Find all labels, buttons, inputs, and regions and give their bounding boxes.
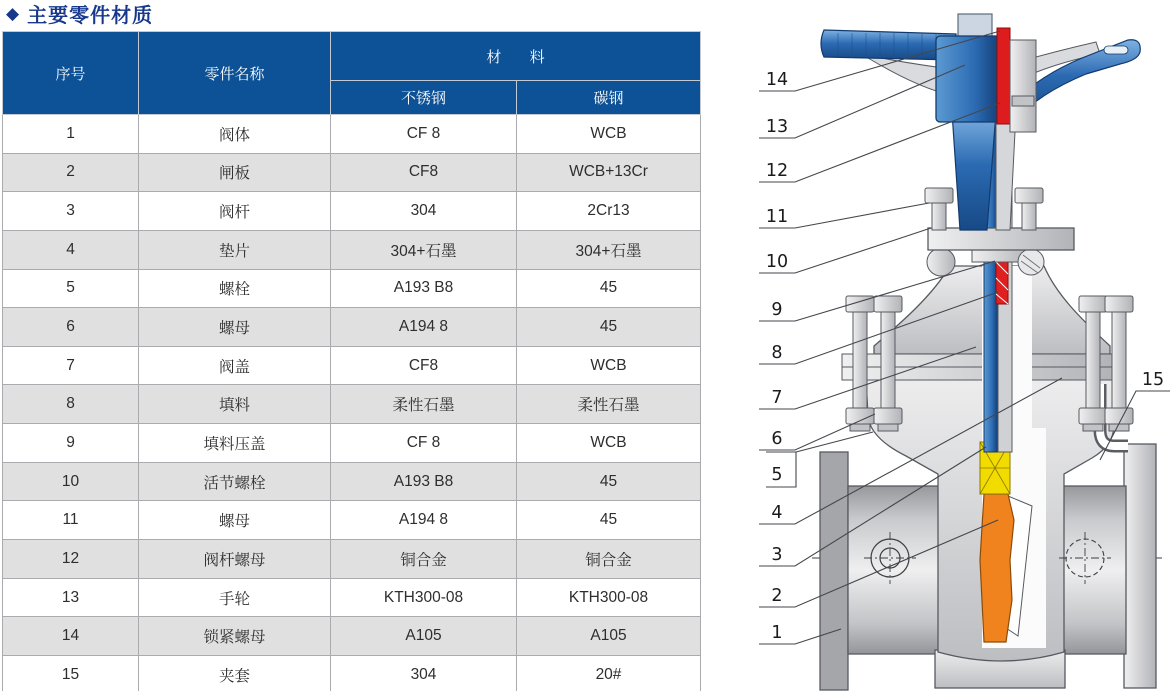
callout-label: 15: [1141, 370, 1165, 390]
table-row: [3, 655, 701, 691]
callout-label: 9: [771, 300, 783, 320]
table-cell: A105: [331, 617, 517, 656]
header-carbon: 碳钢: [517, 81, 701, 115]
page-title: [6, 0, 153, 26]
table-cell: 阀杆螺母: [139, 540, 331, 579]
table-cell: 4: [3, 230, 139, 269]
table-cell: 8: [3, 385, 139, 424]
table-cell: 45: [517, 501, 701, 540]
callout-label: 6: [771, 429, 783, 449]
callout-label: 13: [765, 117, 789, 137]
materials-table-wrap: [2, 31, 700, 691]
table-cell: 阀体: [139, 115, 331, 154]
diamond-icon: ◆: [6, 3, 21, 23]
table-cell: WCB: [517, 346, 701, 385]
gate-assembly: [980, 428, 1046, 648]
table-cell: 活节螺栓: [139, 462, 331, 501]
table-cell: 3: [3, 192, 139, 231]
table-cell: 304: [331, 192, 517, 231]
table-cell: CF 8: [331, 115, 517, 154]
pivot-left: [927, 248, 955, 276]
table-cell: WCB+13Cr: [517, 153, 701, 192]
table-cell: CF8: [331, 153, 517, 192]
callout-label: 3: [771, 545, 783, 565]
table-cell: 304: [331, 655, 517, 691]
table-row: [3, 308, 701, 347]
header-stainless: 不锈钢: [331, 81, 517, 115]
table-cell: A105: [517, 617, 701, 656]
yoke-column: [952, 112, 1016, 230]
table-cell: 2Cr13: [517, 192, 701, 231]
table-cell: 填料压盖: [139, 424, 331, 463]
table-cell: 7: [3, 346, 139, 385]
page-title-text: 主要零件材质: [27, 4, 154, 27]
table-cell: 垫片: [139, 230, 331, 269]
table-row: [3, 153, 701, 192]
callout-leader: [796, 432, 873, 452]
table-cell: 11: [3, 501, 139, 540]
table-cell: A193 B8: [331, 269, 517, 308]
handwheel: [821, 14, 1140, 132]
callout-label: 1: [771, 623, 783, 643]
table-row: [3, 346, 701, 385]
hub-retainer: [1010, 40, 1036, 132]
handwheel-hub: [936, 36, 1002, 122]
table-cell: 2: [3, 153, 139, 192]
table-cell: 6: [3, 308, 139, 347]
parts-table-body: [3, 115, 701, 691]
table-cell: 铜合金: [331, 540, 517, 579]
table-cell: 填料: [139, 385, 331, 424]
table-row: [3, 578, 701, 617]
header-material: 材 料: [331, 32, 701, 81]
table-row: [3, 115, 701, 154]
callout-label: 2: [771, 586, 783, 606]
callout-label: 14: [765, 70, 789, 90]
table-cell: 铜合金: [517, 540, 701, 579]
callout-label: 8: [771, 343, 783, 363]
eye-bolt-right: [1015, 188, 1043, 230]
callout-label: 4: [771, 503, 783, 523]
valve-body-left-flange: [820, 452, 944, 690]
table-cell: 45: [517, 308, 701, 347]
table-cell: 304+石墨: [331, 230, 517, 269]
table-row: [3, 385, 701, 424]
table-cell: 5: [3, 269, 139, 308]
gate-wedge: [980, 494, 1014, 642]
table-cell: CF8: [331, 346, 517, 385]
table-cell: 10: [3, 462, 139, 501]
table-row: [3, 192, 701, 231]
table-cell: 45: [517, 462, 701, 501]
table-cell: A194 8: [331, 308, 517, 347]
table-cell: WCB: [517, 115, 701, 154]
callout-label: 7: [771, 388, 783, 408]
callout-label: 11: [765, 207, 789, 227]
table-cell: 螺栓: [139, 269, 331, 308]
retainer-screw: [1012, 96, 1034, 106]
table-cell: 45: [517, 269, 701, 308]
stem-nut: [997, 28, 1010, 124]
table-cell: 螺母: [139, 501, 331, 540]
valve-diagram: [700, 0, 1170, 691]
table-cell: 9: [3, 424, 139, 463]
table-row: [3, 540, 701, 579]
table-header: [3, 32, 701, 115]
callout-label: 12: [765, 161, 789, 181]
header-part-name: 零件名称: [139, 32, 331, 115]
table-cell: 304+石墨: [517, 230, 701, 269]
table-row: [3, 462, 701, 501]
table-cell: 1: [3, 115, 139, 154]
table-cell: 20#: [517, 655, 701, 691]
table-row: [3, 617, 701, 656]
table-cell: 柔性石墨: [331, 385, 517, 424]
table-cell: 阀杆: [139, 192, 331, 231]
table-row: [3, 269, 701, 308]
table-cell: WCB: [517, 424, 701, 463]
table-cell: 闸板: [139, 153, 331, 192]
table-cell: KTH300-08: [517, 578, 701, 617]
table-cell: 锁紧螺母: [139, 617, 331, 656]
table-cell: 阀盖: [139, 346, 331, 385]
eye-bolt-left: [925, 188, 953, 230]
table-cell: A194 8: [331, 501, 517, 540]
table-row: [3, 424, 701, 463]
table-cell: 手轮: [139, 578, 331, 617]
table-cell: A193 B8: [331, 462, 517, 501]
table-row: [3, 230, 701, 269]
callout-label: 10: [765, 252, 789, 272]
table-cell: 柔性石墨: [517, 385, 701, 424]
handle-slot: [1104, 46, 1128, 54]
table-cell: 14: [3, 617, 139, 656]
table-cell: CF 8: [331, 424, 517, 463]
callout-label: 5: [771, 465, 783, 485]
table-cell: 螺母: [139, 308, 331, 347]
table-cell: 夹套: [139, 655, 331, 691]
table-cell: KTH300-08: [331, 578, 517, 617]
header-no: 序号: [3, 32, 139, 115]
table-cell: 15: [3, 655, 139, 691]
materials-table: [2, 31, 701, 691]
table-cell: 13: [3, 578, 139, 617]
table-row: [3, 501, 701, 540]
table-cell: 12: [3, 540, 139, 579]
